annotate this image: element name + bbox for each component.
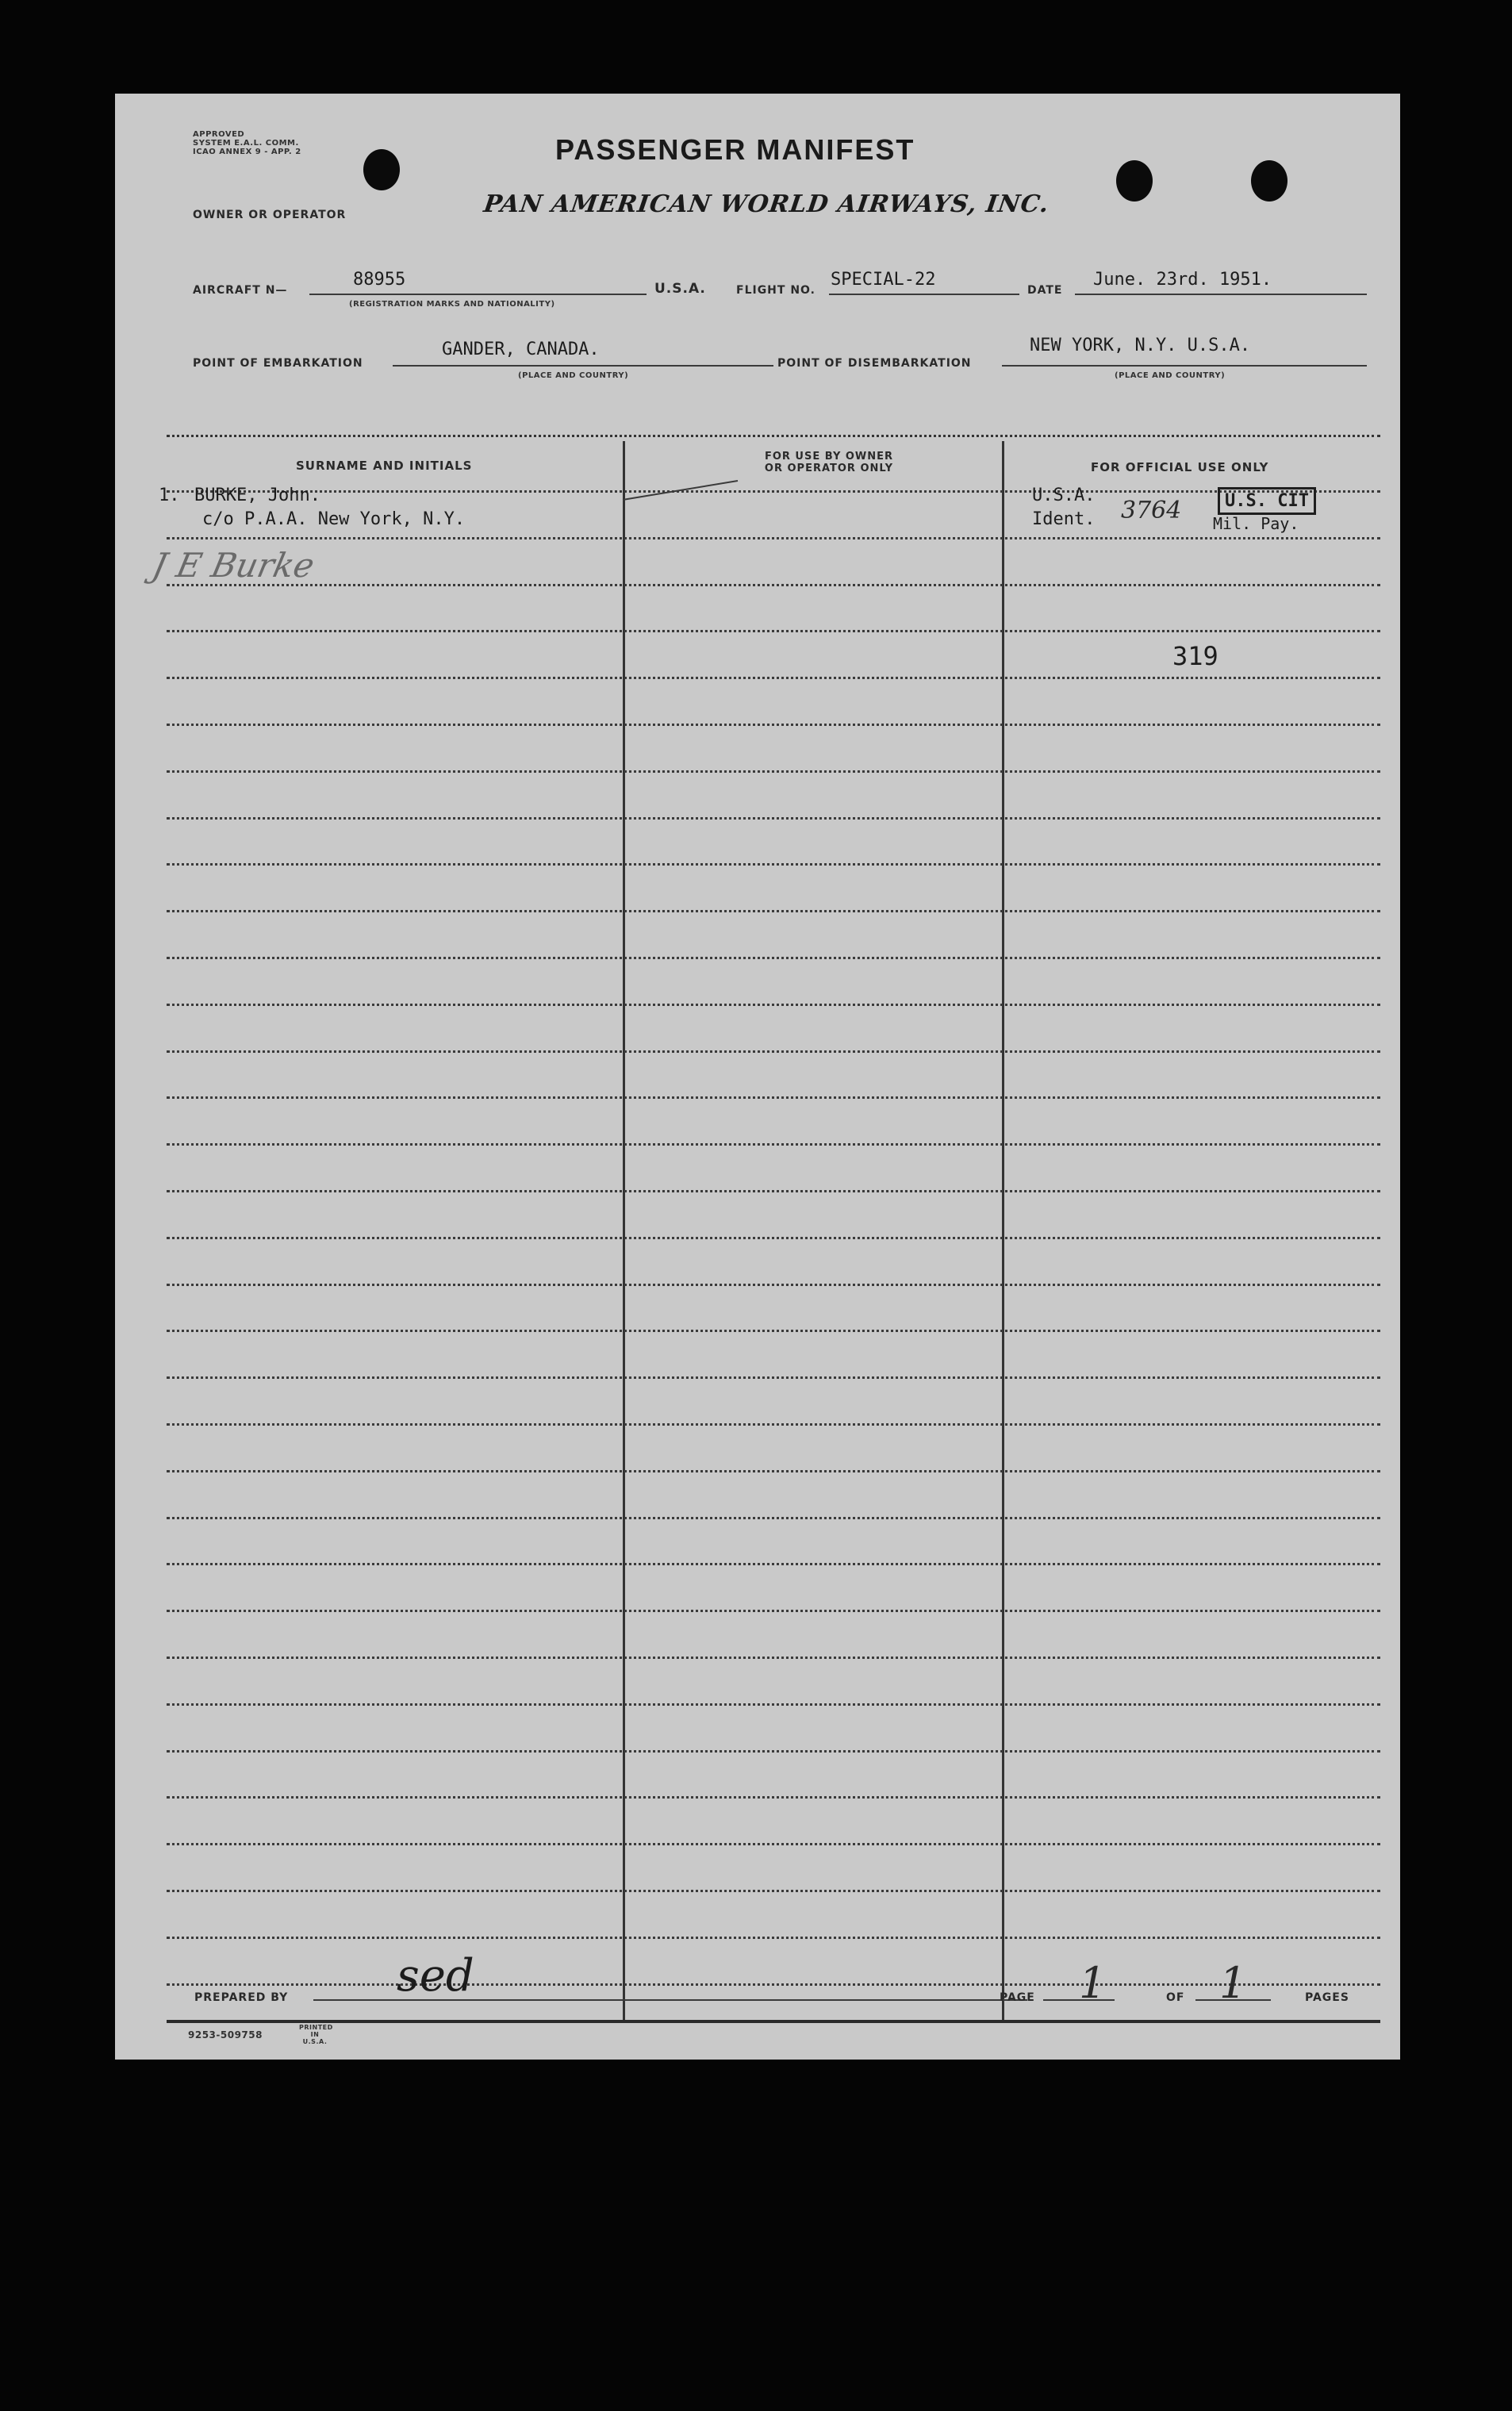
col-header-owner-line2: OR OPERATOR ONLY	[764, 463, 894, 474]
aircraft-value: 88955	[353, 270, 406, 290]
page-value: 1	[1079, 1958, 1107, 2008]
punch-hole-right-1	[1116, 160, 1153, 202]
passenger-name: BURKE, John.	[194, 486, 320, 505]
table-top-rule	[167, 435, 1380, 437]
col-header-surname: SURNAME AND INITIALS	[296, 459, 473, 473]
printer-mark: PRINTED IN U.S.A.	[299, 2024, 333, 2045]
col-header-official: FOR OFFICIAL USE ONLY	[1091, 460, 1269, 474]
of-label: OF	[1166, 1991, 1185, 2004]
embark-value: GANDER, CANADA.	[442, 340, 600, 359]
disembark-label: POINT OF DISEMBARKATION	[777, 357, 972, 370]
col-header-owner	[726, 451, 932, 474]
table-row-line	[167, 1517, 1380, 1519]
date-value: June. 23rd. 1951.	[1093, 270, 1272, 290]
passenger-address: c/o P.A.A. New York, N.Y.	[202, 509, 466, 529]
disembark-caption: (PLACE AND COUNTRY)	[1115, 371, 1226, 380]
embark-caption: (PLACE AND COUNTRY)	[518, 371, 629, 380]
table-bottom-rule	[167, 2020, 1380, 2023]
table-row-line	[167, 1376, 1380, 1379]
approval-block	[193, 130, 301, 156]
citizen-stamp-text: U.S. CIT	[1225, 491, 1309, 511]
table-row-line	[167, 724, 1380, 726]
table-row-line	[167, 770, 1380, 773]
form-number: 9253-509758	[188, 2029, 263, 2041]
pages-label: PAGES	[1305, 1991, 1349, 2004]
country-label: U.S.A.	[654, 281, 706, 297]
table-row-line	[167, 677, 1380, 679]
prepared-label: PREPARED BY	[194, 1991, 289, 2004]
table-row-line	[167, 490, 1380, 493]
stamp-extra: Mil. Pay.	[1213, 514, 1299, 533]
punch-hole-right-2	[1251, 160, 1288, 202]
official-usa: U.S.A.	[1032, 486, 1096, 505]
page-label: PAGE	[1000, 1991, 1035, 2004]
check-mark-icon	[619, 474, 746, 506]
operator-name: PAN AMERICAN WORLD AIRWAYS, INC.	[482, 190, 1051, 218]
entry-number: 1.	[159, 486, 180, 505]
table-row-line	[167, 630, 1380, 632]
table-row-line	[167, 1703, 1380, 1706]
manifest-form	[115, 94, 1400, 2060]
approval-line-3: ICAO ANNEX 9 - APP. 2	[193, 148, 301, 156]
table-row-line	[167, 1750, 1380, 1753]
table-row-line	[167, 1983, 1380, 1986]
table-row-line	[167, 1423, 1380, 1426]
table-row-line	[167, 1890, 1380, 1892]
approval-line-1: APPROVED	[193, 130, 245, 139]
disembark-value: NEW YORK, N.Y. U.S.A.	[1030, 336, 1251, 355]
table-row-line	[167, 863, 1380, 866]
table-row-line	[167, 1004, 1380, 1006]
embark-label: POINT OF EMBARKATION	[193, 357, 363, 370]
table-row-line	[167, 1563, 1380, 1565]
table-row-line	[167, 1330, 1380, 1332]
table-row-line	[167, 1190, 1380, 1192]
table-row-line	[167, 1237, 1380, 1239]
table-row-line	[167, 1657, 1380, 1659]
punch-hole-left	[363, 149, 400, 190]
date-label: DATE	[1027, 284, 1063, 297]
table-row-line	[167, 1796, 1380, 1799]
citizen-stamp	[1218, 487, 1316, 515]
table-row-line	[167, 1143, 1380, 1146]
table-row-line	[167, 584, 1380, 586]
table-row-line	[167, 1050, 1380, 1053]
table-row-line	[167, 1610, 1380, 1612]
ident-number: 3764	[1121, 497, 1182, 524]
table-row-line	[167, 910, 1380, 912]
aircraft-label: AIRCRAFT N—	[193, 284, 288, 297]
owner-label: OWNER OR OPERATOR	[193, 209, 347, 221]
table-row-line	[167, 1843, 1380, 1845]
table-row-line	[167, 1096, 1380, 1099]
official-number: 319	[1172, 641, 1218, 671]
flight-label: FLIGHT NO.	[736, 284, 815, 297]
col-header-owner-line1: FOR USE BY OWNER	[764, 451, 894, 463]
prepared-initials: sed	[397, 1950, 474, 2002]
official-ident: Ident.	[1032, 509, 1096, 529]
table-row-line	[167, 817, 1380, 820]
approval-line-2: SYSTEM E.A.L. COMM.	[193, 139, 299, 148]
table-row-line	[167, 1470, 1380, 1472]
table-row-line	[167, 537, 1380, 539]
table-row-line	[167, 1284, 1380, 1286]
table-row-line	[167, 1937, 1380, 1939]
page-title: PASSENGER MANIFEST	[555, 133, 915, 166]
of-value: 1	[1219, 1958, 1247, 2008]
flight-value: SPECIAL-22	[831, 270, 936, 290]
table-row-line	[167, 957, 1380, 959]
passenger-signature: J E Burke	[148, 546, 318, 585]
registration-caption: (REGISTRATION MARKS AND NATIONALITY)	[349, 300, 555, 309]
